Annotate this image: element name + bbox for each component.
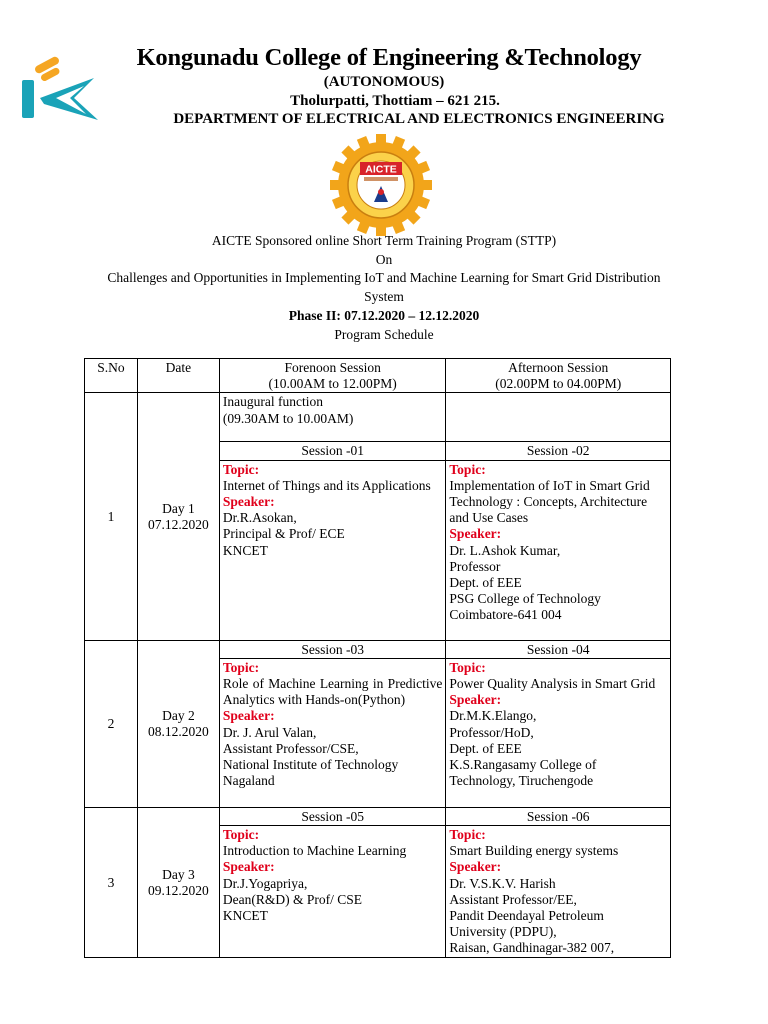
program-theme-cont: System bbox=[364, 289, 404, 304]
row-sno: 3 bbox=[85, 807, 138, 957]
schedule-label: Program Schedule bbox=[334, 327, 434, 342]
autonomous-label: (AUTONOMOUS) bbox=[323, 74, 445, 90]
session-label: Session -01 bbox=[219, 442, 446, 460]
aicte-seal-text: AICTE bbox=[365, 163, 397, 176]
college-name: Kongunadu College of Engineering &Technology bbox=[136, 44, 642, 71]
college-address: Tholurpatti, Thottiam – 621 215. bbox=[290, 93, 500, 109]
row-date: Day 3 09.12.2020 bbox=[137, 807, 219, 957]
session-cell: Topic: Smart Building energy systems Speaker: Dr. V.S.K.V. Harish Assistant Professor/EE, Pandit Deendayal Petroleum University (PDPU), Raisan, Gandhinagar-382 007, bbox=[446, 826, 671, 958]
session-cell: Topic: Role of Machine Learning in Predictive Analytics with Hands-on(Python) Speaker: Dr. J. Arul Valan, Assistant Professor/CSE, National Institute of Technology Nagaland bbox=[219, 658, 446, 807]
session-label: Session -03 bbox=[219, 640, 446, 658]
program-on: On bbox=[375, 252, 393, 267]
row-sno: 2 bbox=[85, 640, 138, 807]
row-date: Day 1 07.12.2020 bbox=[137, 393, 219, 640]
aicte-seal-icon bbox=[330, 134, 432, 236]
row-sno: 1 bbox=[85, 393, 138, 640]
inaugural-cell: Inaugural function (09.30AM to 10.00AM) bbox=[219, 393, 446, 442]
table-row bbox=[85, 640, 671, 658]
header-sno: S.No bbox=[85, 359, 138, 393]
table-header-row bbox=[85, 359, 671, 393]
department-name: DEPARTMENT OF ELECTRICAL AND ELECTRONICS ENGINEERING bbox=[173, 111, 665, 127]
session-cell: Topic: Implementation of IoT in Smart Grid Technology : Concepts, Architecture and Use Cases Speaker: Dr. L.Ashok Kumar, Professor Dept. of EEE PSG College of Technology Coimbatore-641 004 bbox=[446, 460, 671, 640]
inaugural-empty-cell bbox=[446, 393, 671, 442]
session-label: Session -02 bbox=[446, 442, 671, 460]
session-label: Session -05 bbox=[219, 807, 446, 825]
program-theme: Challenges and Opportunities in Implementing IoT and Machine Learning for Smart Grid Distribution bbox=[107, 270, 661, 285]
row-date: Day 2 08.12.2020 bbox=[137, 640, 219, 807]
schedule-table bbox=[84, 358, 671, 958]
header-afternoon: Afternoon Session (02.00PM to 04.00PM) bbox=[446, 359, 671, 393]
phase-dates: Phase II: 07.12.2020 – 12.12.2020 bbox=[288, 308, 480, 323]
session-label: Session -04 bbox=[446, 640, 671, 658]
session-label: Session -06 bbox=[446, 807, 671, 825]
session-cell: Topic: Power Quality Analysis in Smart Grid Speaker: Dr.M.K.Elango, Professor/HoD, Dept. of EEE K.S.Rangasamy College of Technology, Tiruchengode bbox=[446, 658, 671, 807]
header-forenoon: Forenoon Session (10.00AM to 12.00PM) bbox=[219, 359, 446, 393]
table-row bbox=[85, 393, 671, 442]
session-cell: Topic: Introduction to Machine Learning Speaker: Dr.J.Yogapriya, Dean(R&D) & Prof/ CSE KNCET bbox=[219, 826, 446, 958]
session-cell: Topic: Internet of Things and its Applications Speaker: Dr.R.Asokan, Principal & Prof/ ECE KNCET bbox=[219, 460, 446, 640]
program-title: AICTE Sponsored online Short Term Training Program (STTP) bbox=[211, 233, 557, 248]
table-row bbox=[85, 807, 671, 825]
header-date: Date bbox=[137, 359, 219, 393]
